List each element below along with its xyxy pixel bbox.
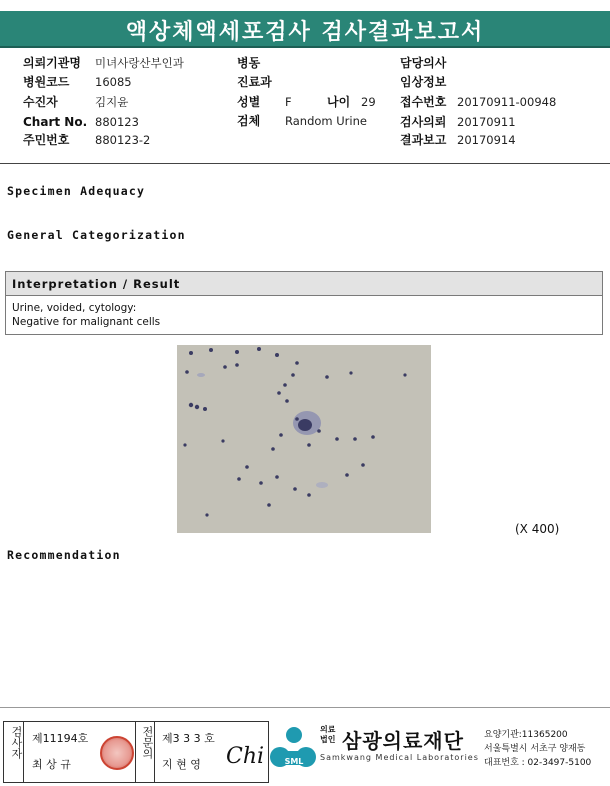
signature-box <box>3 721 269 783</box>
examiner-license: 제11194호 <box>32 732 89 745</box>
specialist-label: 전문의 <box>141 726 154 759</box>
specimen-adequacy-heading: Specimen Adequacy <box>7 184 146 198</box>
ward-label: 병동 <box>237 56 261 70</box>
header-request-date <box>400 115 516 129</box>
interpretation-line-2: Negative for malignant cells <box>12 316 161 328</box>
resident-no-value: 880123-2 <box>95 133 151 147</box>
header-hospital-code <box>23 75 132 89</box>
doctor-label: 담당의사 <box>400 56 447 70</box>
header-specimen <box>237 114 367 128</box>
report-footer <box>0 709 610 786</box>
header-doctor <box>400 56 457 70</box>
specimen-value: Random Urine <box>285 114 367 128</box>
general-categorization-heading: General Categorization <box>7 228 186 242</box>
interpretation-heading: Interpretation / Result <box>6 272 602 296</box>
report-title: 액상체액세포검사 검사결과보고서 <box>125 20 485 45</box>
department-label: 진료과 <box>237 75 272 89</box>
clinical-info-label: 임상정보 <box>400 75 447 89</box>
org-phone: 대표번호 : 02-3497-5100 <box>484 758 592 768</box>
examiner-label: 검사자 <box>10 726 23 759</box>
org-code: 요양기관:11365200 <box>484 730 568 740</box>
magnification-label: (X 400) <box>515 522 560 536</box>
org-english-name: Samkwang Medical Laboratories <box>320 753 479 762</box>
interpretation-body <box>6 296 602 329</box>
receipt-no-label: 접수번호 <box>400 95 447 109</box>
interpretation-line-1: Urine, voided, cytology: <box>12 302 137 314</box>
header-hospital-name <box>23 56 184 70</box>
org-prefix-line1: 의료 <box>320 725 336 734</box>
specialist-signature: Chi <box>226 744 265 769</box>
sex-label: 성별 <box>237 95 261 109</box>
report-date-label: 결과보고 <box>400 133 447 147</box>
header-sex-age <box>237 95 376 109</box>
recommendation-heading: Recommendation <box>7 548 121 562</box>
header-clinical-info <box>400 75 457 89</box>
header-divider <box>0 163 610 164</box>
receipt-no-value: 20170911-00948 <box>457 95 557 109</box>
patient-label: 수진자 <box>23 95 58 109</box>
cytology-micrograph <box>177 345 431 533</box>
hospital-code-value: 16085 <box>95 75 132 89</box>
header-department <box>237 75 272 89</box>
chart-no-value: 880123 <box>95 115 139 129</box>
org-logo-text: SML <box>284 757 304 766</box>
header-chart-no <box>23 115 139 129</box>
age-label: 나이 <box>327 95 351 109</box>
examiner-label-cell <box>4 722 24 782</box>
specialist-name: 지 현 영 <box>162 758 201 771</box>
hospital-name-label: 의뢰기관명 <box>23 56 81 70</box>
specialist-label-cell <box>135 722 155 782</box>
header-ward <box>237 56 260 70</box>
footer-divider <box>0 707 610 708</box>
specialist-license: 제3 3 3 호 <box>162 732 215 745</box>
header-report-date <box>400 133 516 147</box>
age-value: 29 <box>361 95 376 109</box>
request-date-value: 20170911 <box>457 115 516 129</box>
org-prefix <box>320 725 335 745</box>
header-resident-no <box>23 133 150 147</box>
header-patient <box>23 95 128 109</box>
resident-no-label: 주민번호 <box>23 133 70 147</box>
examiner-seal <box>100 736 134 770</box>
org-address: 서울특별시 서초구 양재동 <box>484 744 586 754</box>
header-receipt-no <box>400 95 556 109</box>
micrograph-image <box>177 345 431 533</box>
report-date-value: 20170914 <box>457 133 516 147</box>
specimen-label: 검체 <box>237 114 261 128</box>
org-prefix-line2: 법인 <box>320 735 336 744</box>
hospital-code-label: 병원코드 <box>23 75 70 89</box>
report-title-bar <box>0 11 610 48</box>
request-date-label: 검사의뢰 <box>400 115 447 129</box>
hospital-name-value: 미녀사랑산부인과 <box>95 56 184 70</box>
org-logo <box>270 723 318 775</box>
chart-no-label: Chart No. <box>23 115 88 129</box>
interpretation-box <box>5 271 603 335</box>
examiner-name: 최 상 규 <box>32 758 71 771</box>
patient-value: 김지윤 <box>95 95 129 109</box>
sex-value: F <box>285 95 292 109</box>
org-name: 삼광의료재단 <box>342 729 464 753</box>
